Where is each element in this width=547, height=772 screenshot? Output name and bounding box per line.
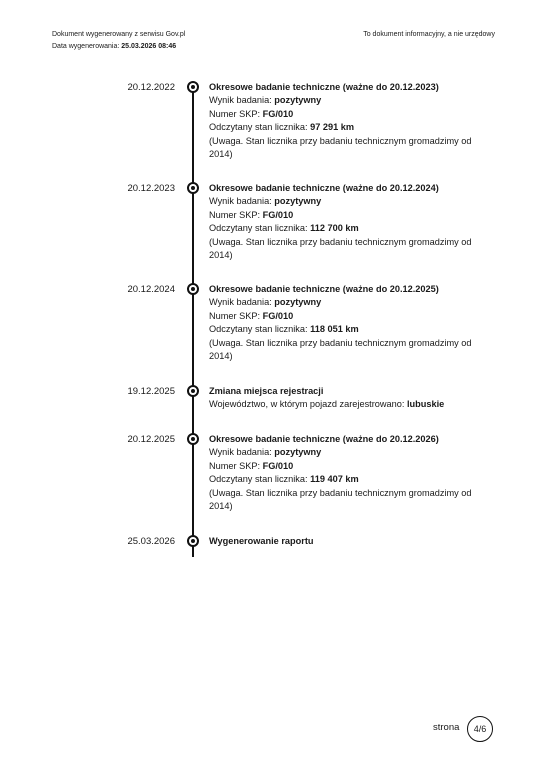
entry-note: (Uwaga. Stan licznika przy badaniu technicznym gromadzimy od 2014) [209, 236, 472, 261]
entry-body [209, 182, 484, 262]
generated-date-label: Data wygenerowania: [52, 43, 120, 50]
result-value: pozytywny [274, 447, 322, 458]
entry-title: Zmiana miejsca rejestracji [209, 386, 324, 396]
skp-value: FG/010 [262, 108, 294, 119]
region-value: lubuskie [406, 399, 445, 410]
page-number: 4/6 [467, 716, 493, 742]
odometer-label: Odczytany stan licznika: [209, 223, 308, 234]
odometer-label: Odczytany stan licznika: [209, 474, 308, 485]
entry-note: (Uwaga. Stan licznika przy badaniu technicznym gromadzimy od 2014) [209, 337, 472, 362]
result-label: Wynik badania: [209, 196, 272, 207]
entry-skp [209, 460, 484, 473]
entry-note: (Uwaga. Stan licznika przy badaniu technicznym gromadzimy od 2014) [209, 135, 472, 160]
entry-skp [209, 108, 484, 121]
skp-label: Numer SKP: [209, 108, 261, 119]
header-source-line: Dokument wygenerowany z serwisu Gov.pl [52, 31, 186, 38]
header-disclaimer: To dokument informacyjny, a nie urzędowy [363, 31, 495, 38]
entry-title: Okresowe badanie techniczne (ważne do 20.12.2026) [209, 434, 439, 444]
entry-date: 20.12.2022 [127, 82, 175, 93]
entry-date: 19.12.2025 [127, 386, 175, 397]
timeline-dot-icon [187, 81, 199, 93]
entry-region [209, 398, 484, 411]
entry-skp [209, 209, 484, 222]
timeline-line [192, 87, 194, 557]
generated-date-value: 25.03.2026 08:46 [121, 43, 177, 50]
result-label: Wynik badania: [209, 447, 272, 458]
skp-label: Numer SKP: [209, 310, 261, 321]
entry-body [209, 535, 484, 548]
entry-result [209, 296, 484, 309]
region-label: Województwo, w którym pojazd zarejestrowano: [209, 399, 405, 410]
entry-date: 20.12.2024 [127, 284, 175, 295]
timeline-dot-icon [187, 385, 199, 397]
entry-odometer [209, 222, 484, 235]
odometer-value: 119 407 km [310, 474, 359, 485]
entry-skp [209, 310, 484, 323]
timeline-dot-icon [187, 535, 199, 547]
timeline-dot-icon [187, 182, 199, 194]
skp-label: Numer SKP: [209, 209, 261, 220]
odometer-label: Odczytany stan licznika: [209, 122, 308, 133]
timeline-dot-icon [187, 433, 199, 445]
skp-value: FG/010 [262, 310, 294, 321]
odometer-value: 97 291 km [310, 122, 355, 133]
entry-odometer [209, 323, 484, 336]
entry-body [209, 385, 484, 412]
entry-note: (Uwaga. Stan licznika przy badaniu technicznym gromadzimy od 2014) [209, 487, 472, 512]
odometer-value: 118 051 km [310, 324, 359, 335]
skp-label: Numer SKP: [209, 460, 261, 471]
result-value: pozytywny [274, 196, 322, 207]
result-value: pozytywny [274, 95, 322, 106]
entry-title: Okresowe badanie techniczne (ważne do 20.12.2024) [209, 183, 439, 193]
entry-title: Okresowe badanie techniczne (ważne do 20.12.2023) [209, 82, 439, 92]
entry-body [209, 433, 484, 513]
entry-title: Okresowe badanie techniczne (ważne do 20.12.2025) [209, 284, 439, 294]
entry-odometer [209, 121, 484, 134]
odometer-value: 112 700 km [310, 223, 359, 234]
entry-result [209, 195, 484, 208]
result-value: pozytywny [274, 297, 322, 308]
entry-result [209, 94, 484, 107]
entry-date: 20.12.2023 [127, 183, 175, 194]
entry-result [209, 446, 484, 459]
entry-body [209, 81, 484, 161]
skp-value: FG/010 [262, 209, 294, 220]
result-label: Wynik badania: [209, 95, 272, 106]
result-label: Wynik badania: [209, 297, 272, 308]
entry-odometer [209, 473, 484, 486]
entry-body [209, 283, 484, 363]
odometer-label: Odczytany stan licznika: [209, 324, 308, 335]
entry-title: Wygenerowanie raportu [209, 536, 314, 546]
entry-date: 25.03.2026 [127, 536, 175, 547]
timeline-dot-icon [187, 283, 199, 295]
page-label: strona [433, 722, 460, 733]
skp-value: FG/010 [262, 460, 294, 471]
entry-date: 20.12.2025 [127, 434, 175, 445]
